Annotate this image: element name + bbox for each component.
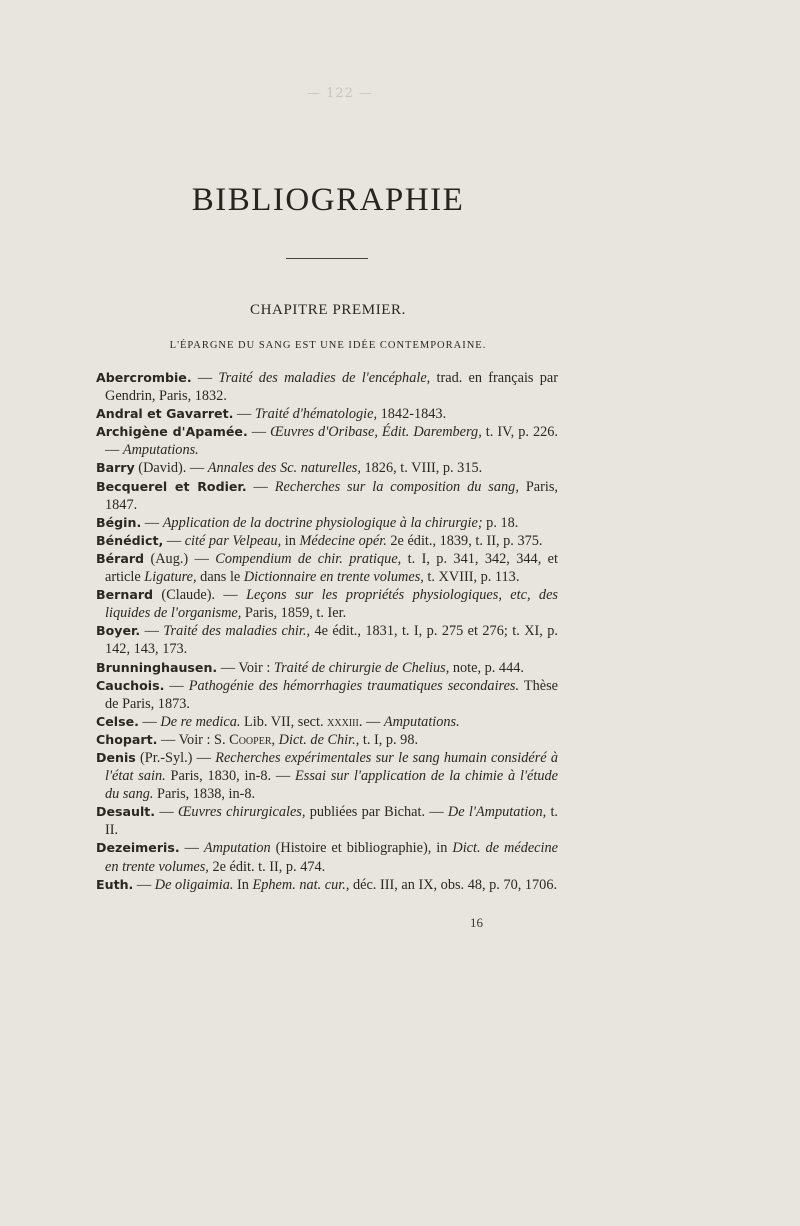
bibliography-entry: [96, 749, 558, 803]
entry-text: — Voir : S.: [157, 731, 230, 748]
entry-title: Amputation: [203, 840, 271, 857]
entry-title: Médecine opér.: [299, 532, 387, 549]
entry-title: Compendium de chir. pratique,: [215, 550, 402, 567]
entry-text: Paris, 1859, t. Ier.: [241, 605, 347, 622]
bibliography-entry: [96, 550, 558, 586]
entry-author: Denis: [96, 749, 136, 765]
entry-author: Andral et Gavarret.: [96, 406, 234, 422]
entry-author: Celse.: [96, 713, 139, 729]
bibliography-entry: [96, 803, 558, 839]
entry-title: Ephem. nat. cur.,: [252, 876, 350, 893]
entry-text: —: [141, 514, 163, 531]
entry-text: 1842-1843.: [377, 406, 447, 423]
entry-author: Bérard: [96, 550, 145, 566]
entry-text: — Voir :: [217, 659, 274, 676]
entry-text: Lib. VII, sect.: [240, 713, 328, 730]
bibliography-entry: [96, 731, 558, 749]
entry-title: Traité des maladies chir.,: [163, 623, 311, 640]
bibliography-entry: [96, 459, 558, 477]
entry-text: 2e édit., 1839, t. II, p. 375.: [386, 532, 543, 549]
bibliography-entry: [96, 839, 558, 875]
entry-title: Annales des Sc. naturelles,: [207, 460, 361, 477]
entry-title: Dictionnaire en trente volumes,: [243, 569, 424, 586]
entry-text: (Histoire et bibliographie), in: [270, 840, 453, 857]
entry-text: (Claude). —: [153, 587, 247, 604]
bibliography-entry: [96, 659, 558, 677]
bibliography-entry: [96, 369, 558, 405]
title-rule: [286, 258, 368, 259]
entry-text: t. II.: [105, 804, 558, 839]
entry-author: Chopart.: [96, 731, 158, 747]
entry-text: 4e édit., 1831, t. I, p. 275 et 276; t. XI, p. 142, 143, 173.: [105, 623, 559, 658]
entry-text: t. I, p. 341, 342, 344, et article: [105, 550, 558, 586]
entry-text: —: [246, 478, 275, 495]
entry-author: Boyer.: [96, 623, 141, 639]
entry-text: p. 18.: [482, 514, 519, 531]
entry-author: Cauchois.: [96, 677, 165, 693]
entry-text: dans le: [196, 569, 244, 586]
entry-text: Paris, 1847.: [105, 478, 558, 513]
entry-text: t. I, p. 98.: [359, 731, 419, 748]
entry-title: Œuvres d'Oribase, Édit. Daremberg,: [270, 424, 482, 441]
entry-title: Recherches sur la composition du sang,: [274, 478, 519, 495]
entry-text: —: [164, 677, 189, 694]
entry-text: —: [155, 804, 178, 821]
entry-text: publiées par Bichat. —: [305, 804, 448, 821]
bibliography-list: [96, 369, 558, 894]
entry-author: Bénédict,: [96, 532, 164, 548]
chapter-heading: CHAPITRE PREMIER.: [249, 302, 407, 318]
entry-text: déc. III, an IX, obs. 48, p. 70, 1706.: [349, 876, 558, 893]
entry-title: De oligaimia.: [154, 876, 234, 893]
entry-title: Traité de chirurgie de Chelius,: [273, 659, 450, 676]
entry-text: trad. en français par Gendrin, Paris, 1832.: [105, 370, 558, 405]
entry-text: t. XVIII, p. 113.: [423, 569, 520, 586]
entry-text: . —: [358, 713, 384, 730]
entry-title: Traité d'hématologie,: [254, 406, 378, 423]
entry-author: Desault.: [96, 804, 156, 820]
entry-title: Application de la doctrine physiologique à la chirurgie;: [162, 514, 483, 531]
entry-title: cité par Velpeau,: [184, 532, 282, 549]
bibliography-entry: [96, 586, 558, 622]
bibliography-entry: [96, 514, 558, 532]
entry-text: In: [233, 876, 253, 893]
entry-title: Ligature,: [144, 569, 197, 586]
entry-title: Dict. de médecine en trente volumes,: [105, 840, 558, 875]
entry-author: Bernard: [96, 587, 154, 603]
entry-title: Pathogénie des hémorrhagies traumatiques secondaires.: [188, 677, 520, 694]
entry-small-caps: Cooper: [229, 731, 272, 748]
entry-author: Brunninghausen.: [96, 659, 218, 675]
entry-title: Essai sur l'application de la chimie à l'étude du sang.: [105, 768, 559, 803]
entry-text: ,: [271, 731, 279, 748]
entry-title: Amputations.: [383, 713, 460, 730]
chapter-subtitle: L'ÉPARGNE DU SANG EST UNE IDÉE CONTEMPORAINE.: [169, 340, 487, 351]
bibliography-entry: [96, 423, 558, 459]
entry-title: De re medica.: [160, 713, 241, 730]
entry-title: Leçons sur les propriétés physiologiques, etc, des liquides de l'organisme,: [105, 587, 558, 622]
entry-text: —: [247, 424, 271, 441]
entry-author: Euth.: [96, 876, 134, 892]
entry-title: Œuvres chirurgicales,: [177, 804, 306, 821]
bibliography-entry: [96, 622, 558, 658]
entry-author: Bégin.: [96, 514, 142, 530]
entry-text: 1826, t. VIII, p. 315.: [360, 460, 483, 477]
entry-title: Dict. de Chir.,: [278, 731, 360, 748]
entry-text: Paris, 1838, in-8.: [153, 786, 256, 803]
entry-text: —: [179, 840, 204, 857]
signature-mark: 16: [470, 915, 483, 930]
entry-title: Traité des maladies de l'encéphale,: [218, 370, 431, 386]
entry-text: —: [138, 713, 161, 730]
bibliography-entry: [96, 532, 558, 550]
bibliography-entry: [96, 405, 558, 423]
entry-text: note, p. 444.: [449, 659, 524, 676]
bibliography-entry: [96, 876, 558, 894]
entry-title: Amputations.: [122, 442, 199, 459]
entry-text: (Pr.-Syl.) —: [135, 749, 216, 766]
entry-text: t. IV, p. 226. —: [105, 424, 558, 459]
entry-author: Becquerel et Rodier.: [96, 478, 247, 494]
bibliography-entry: [96, 677, 558, 713]
entry-author: Archigène d'Apamée.: [96, 424, 248, 440]
entry-text: (David). —: [134, 460, 208, 477]
entry-title: Recherches expérimentales sur le sang humain considéré à l'état sain.: [105, 749, 558, 785]
entry-text: Paris, 1830, in-8. —: [165, 768, 296, 785]
entry-text: in: [281, 532, 300, 549]
page-title: BIBLIOGRAPHIE: [191, 182, 465, 218]
bibliography-entry: [96, 713, 558, 731]
entry-small-caps: xxxiii: [327, 713, 359, 730]
entry-text: 2e édit. t. II, p. 474.: [208, 858, 326, 875]
entry-text: —: [191, 370, 219, 386]
entry-text: Thèse de Paris, 1873.: [105, 677, 558, 712]
bibliography-entry: [96, 478, 558, 514]
entry-author: Barry: [96, 460, 135, 476]
entry-text: —: [163, 532, 185, 549]
entry-text: —: [133, 876, 155, 893]
entry-author: Dezeimeris.: [96, 840, 180, 856]
entry-title: De l'Amputation,: [447, 804, 547, 821]
running-head: — 122 —: [306, 86, 374, 101]
entry-text: —: [140, 623, 164, 640]
entry-text: —: [233, 406, 255, 423]
entry-text: (Aug.) —: [144, 550, 216, 567]
entry-author: Abercrombie.: [96, 370, 192, 385]
